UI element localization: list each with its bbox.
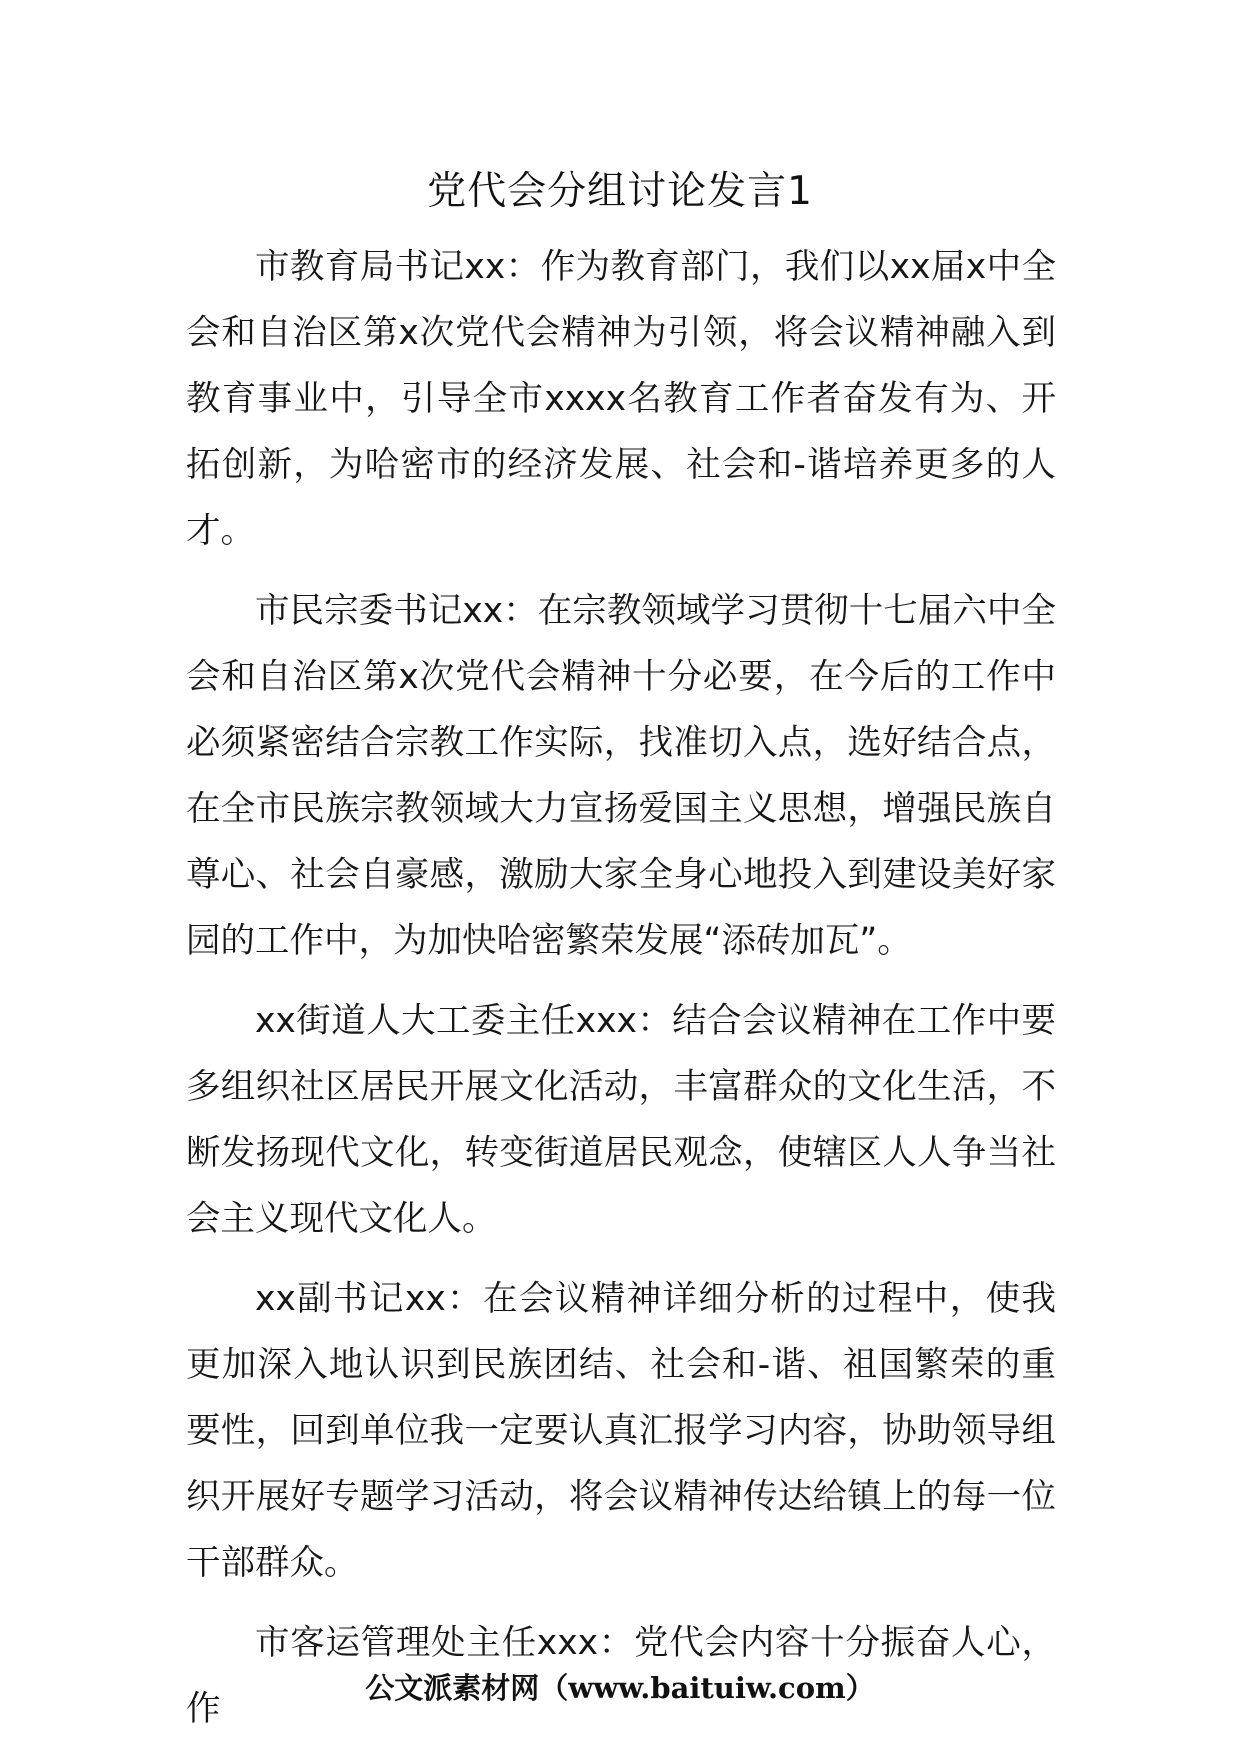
paragraph-street-peoples-congress: xx街道人大工委主任xxx：结合会议精神在工作中要多组织社区居民开展文化活动，丰富群众的文化生活，不断发扬现代文化，转变街道居民观念，使辖区人人争当社会主义现代文化人。 [186,1001,1056,1239]
paragraph-deputy-secretary: xx副书记xx：在会议精神详细分析的过程中，使我更加深入地认识到民族团结、社会和-谐、祖国繁荣的重要性，回到单位我一定要认真汇报学习内容，协助领导组织开展好专题学习活动，将会议精神传达给镇上的每一位干部群众。 [186,1279,1056,1583]
document-body [186,234,1056,1756]
paragraph-ethnic-religious-committee: 市民宗委书记xx：在宗教领域学习贯彻十七届六中全会和自治区第x次党代会精神十分必要，在今后的工作中必须紧密结合宗教工作实际，找准切入点，选好结合点，在全市民族宗教领域大力宣扬爱国主义思想，增强民族自尊心、社会自豪感，激励大家全身心地投入到建设美好家园的工作中，为加快哈密繁荣发展“添砖加瓦”。 [186,591,1056,961]
paragraph-education-bureau: 市教育局书记xx：作为教育部门，我们以xx届x中全会和自治区第x次党代会精神为引领，将会议精神融入到教育事业中，引导全市xxxx名教育工作者奋发有为、开拓创新，为哈密市的经济发展、社会和-谐培养更多的人才。 [186,247,1056,551]
footer-watermark: 公文派素材网（www.baituiw.com） [365,1671,875,1705]
document-title: 党代会分组讨论发言1 [427,169,813,214]
paragraph-passenger-transport: 市客运管理处主任xxx：党代会内容十分振奋人心，作 [186,1623,1056,1729]
